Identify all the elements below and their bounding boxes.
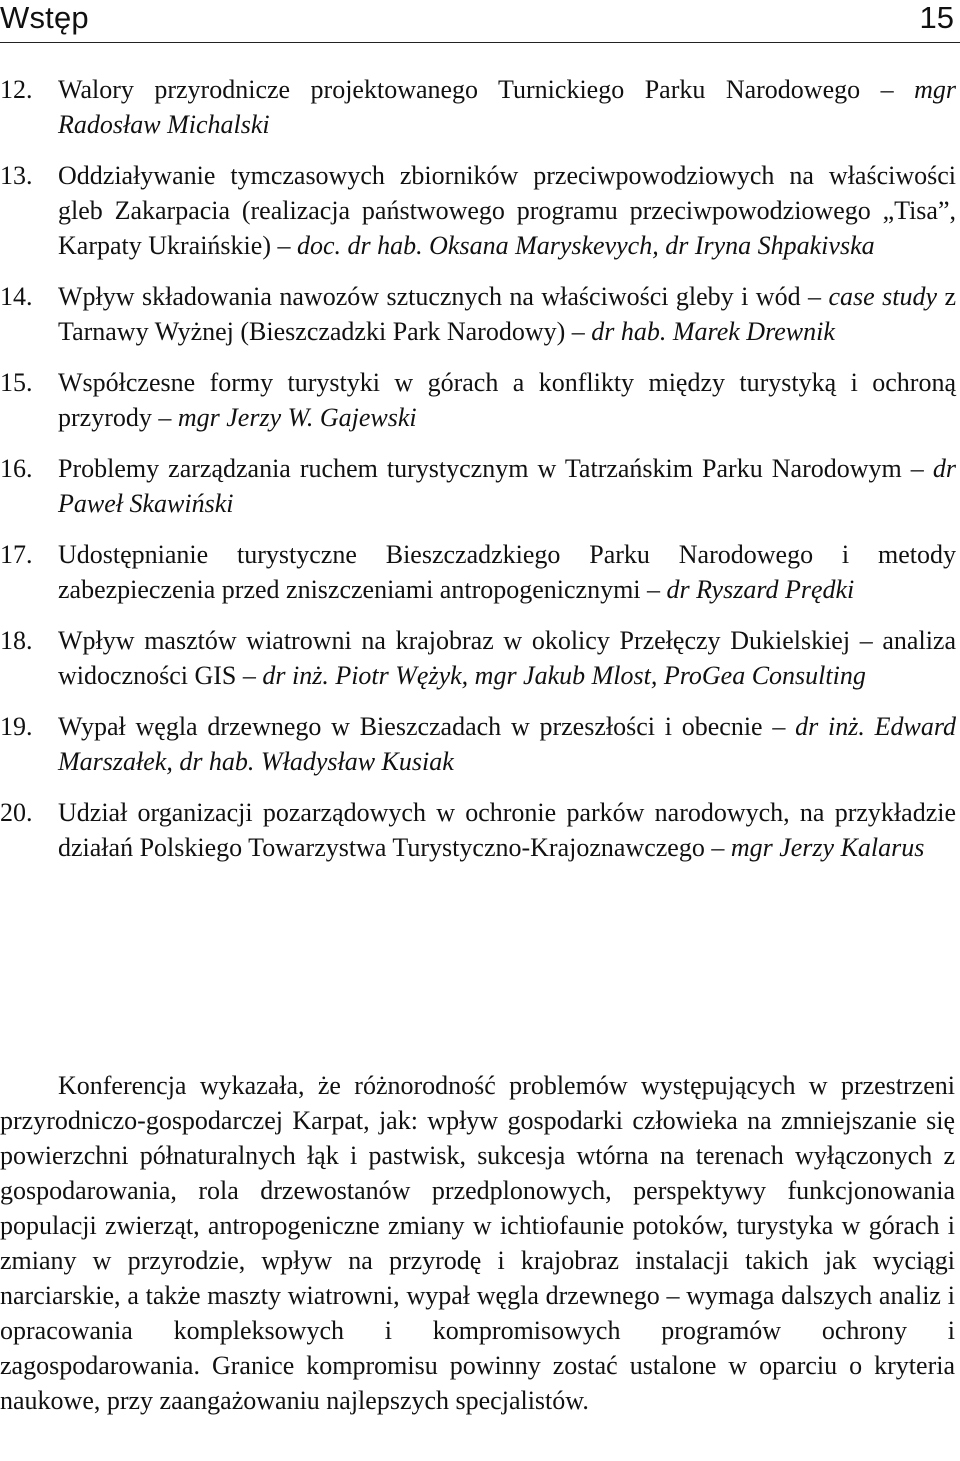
item-title: Oddziaływanie tymczasowych zbiorników przeciwpowodziowych na właściwości gleb Zakarpacia (realizacja państwowego programu przeciwpowodziowego „Tisa”, Karpaty Ukraińskie) <box>58 161 956 260</box>
list-item <box>0 279 956 349</box>
list-item <box>0 537 956 607</box>
item-authors: mgr Radosław Michalski <box>58 75 957 139</box>
item-title: Walory przyrodnicze projektowanego Turnickiego Parku Narodowego <box>58 75 861 104</box>
section-title: Wstęp <box>0 0 89 35</box>
item-authors: mgr Jerzy Kalarus <box>730 833 925 862</box>
list-item <box>0 623 956 693</box>
list-item <box>0 709 956 779</box>
author-separator: – <box>762 712 796 741</box>
item-authors: dr inż. Piotr Wężyk, mgr Jakub Mlost, ProGea Consulting <box>262 661 866 690</box>
item-title: Wpływ masztów wiatrowni na krajobraz w okolicy Przełęczy Dukielskiej – analiza widoczności GIS <box>58 626 956 690</box>
item-title: Wpływ składowania nawozów sztucznych na właściwości gleby i wód – <box>58 282 822 311</box>
item-number: 12. <box>0 75 33 104</box>
item-title: Udział organizacji pozarządowych w ochronie parków narodowych, na przykładzie działań Polskiego Towarzystwa Turystyczno-Krajoznawczego <box>58 798 956 862</box>
item-number: 15. <box>0 368 33 397</box>
list-item <box>0 451 956 521</box>
item-authors: dr inż. Edward Marszałek, dr hab. Władysław Kusiak <box>58 712 956 776</box>
item-title: Udostępnianie turystyczne Bieszczadzkiego Parku Narodowego i metody zabezpieczenia przed zniszczeniami antropogenicznymi <box>58 540 956 604</box>
author-separator: – <box>704 833 731 862</box>
item-title: Współczesne formy turystyki w górach a konflikty między turystyką i ochroną przyrody <box>58 368 956 432</box>
item-number: 20. <box>0 798 33 827</box>
conference-summary-paragraph: Konferencja wykazała, że różnorodność problemów występujących w przestrzeni przyrodniczo-gospodarczej Karpat, jak: wpływ gospodarki człowieka na zmniejszanie się powierzchni półnaturalnych łąk i pastwisk, sukcesja wtórna na terenach wyłączonych z gospodarowania, rola drzewostanów przedplonowych, perspektywy funkcjonowania populacji zwierząt, antropogeniczne zmiany w ichtiofaunie potoków, turystyka w górach i zmiany w przyrodzie, wpływ na przyrodę i krajobraz instalacji takich jak wyciągi narciarskie, a także maszty wiatrowni, wypał węgla drzewnego – wymaga dalszych analiz i opracowania kompleksowych i kompromisowych programów ochrony i zagospodarowania. Granice kompromisu powinny zostać ustalone w oparciu o kryteria naukowe, przy zaangażowaniu najlepszych specjalistów. <box>0 1071 955 1415</box>
item-number: 16. <box>0 454 33 483</box>
list-item <box>0 158 956 263</box>
author-separator: – <box>901 454 933 483</box>
author-separator: – <box>640 575 667 604</box>
author-separator: – <box>236 661 263 690</box>
item-title-continuation: z Tarnawy Wyżnej (Bieszczadzki Park Narodowy) <box>58 282 957 346</box>
item-authors: mgr Jerzy W. Gajewski <box>177 403 417 432</box>
list-item <box>0 72 956 142</box>
item-title-italic-phrase: case study <box>828 282 938 311</box>
author-separator: – <box>270 231 297 260</box>
item-number: 19. <box>0 712 33 741</box>
item-authors: dr Paweł Skawiński <box>58 454 956 518</box>
item-number: 14. <box>0 282 33 311</box>
item-authors: doc. dr hab. Oksana Maryskevych, dr Iryna Shpakivska <box>296 231 875 260</box>
running-header <box>0 0 960 43</box>
item-title: Wypał węgla drzewnego w Bieszczadach w przeszłości i obecnie <box>58 712 763 741</box>
item-number: 18. <box>0 626 33 655</box>
conference-paper-list <box>0 72 956 881</box>
item-authors: dr Ryszard Prędki <box>666 575 855 604</box>
item-number: 13. <box>0 161 33 190</box>
author-separator: – <box>860 75 915 104</box>
page-number: 15 <box>919 0 954 35</box>
item-title: Problemy zarządzania ruchem turystycznym w Tatrzańskim Parku Narodowym <box>58 454 902 483</box>
item-authors: dr hab. Marek Drewnik <box>591 317 835 346</box>
list-item <box>0 795 956 865</box>
author-separator: – <box>151 403 178 432</box>
item-number: 17. <box>0 540 33 569</box>
list-item <box>0 365 956 435</box>
author-separator: – <box>565 317 592 346</box>
